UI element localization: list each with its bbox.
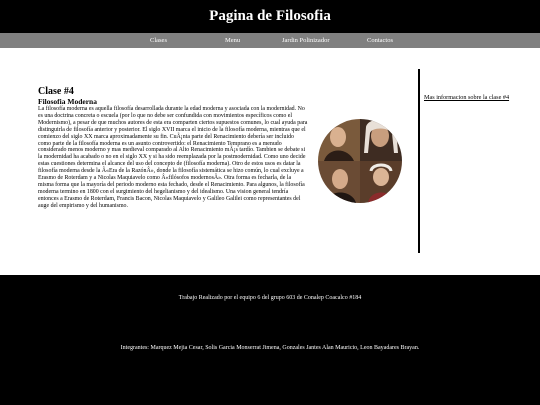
sidebar-divider [418,69,420,253]
nav-item-clases[interactable]: Clases [150,37,167,44]
article-body: La filosofía moderna es aquella filosofía desarrollada durante la edad moderna y asociada con la modernidad. No es una doctrina concreta o escuela (por lo que no debe ser confundida con movimientos específicos como el Modernismo), a pesar de que muchos autores de esta era comparten ciertos supuestos comunes, lo cual ayuda para distinguirla de filosofía anterior y posterior. El siglo XVII marca el inicio de la filosofía moderna, mientras que el comienzo del siglo XX marca aproximadamente su fin. CuÃ¡nta parte del Renacimiento debería ser incluido como parte de la filosofía moderna es un asunto controvertido: el Renacimiento Temprano es a menudo considerado menos moderno y mas medieval comparado al Alto Renacimiento mÃ¡s tardío. Tambien se debate si la modernidad ha acabado o no en el siglo XX y si ha sido reemplazada por la postmodernidad. Como uno decide estas cuestiones determina el alcance del uso del concepto de (filosofía moderna). Otro de estos usos es datar la filosofía moderna desde la Â«Era de la RazónÂ», donde la filosofía sistemática se hizo común, lo cual excluye a Erasmo de Roterdam y a Nicolas Maquiavelo como Â«filósofos modernosÂ». Otra forma es fecharla, de la misma forma que la mayoría del periodo moderno esta fechado, desde el Renacimiento. Para algunos, la filosofía moderna termino en 1800 con el surgimiento del hegelianismo y del idealismo. Una vision general tendría entonces a Erasmo de Roterdam, Francis Bacon, Nicolas Maquiavelo y Galileo Galilei como representantes del auge del empirismo y del humanismo. [38,106,308,209]
nav-bar [0,33,540,48]
footer-credit: Trabajo Realizado por el equipo 6 del grupo 603 de Conalep Coacalco #184 [178,295,362,301]
article-title: Clase #4 [38,86,74,97]
site-footer [0,275,540,405]
philosophers-image-icon [318,119,402,203]
more-info-link[interactable]: Mas informacion sobre la clase #4 [424,94,510,101]
nav-item-jardin-polinizador[interactable]: Jardin Polinizador [282,37,330,44]
philosophers-collage-image [318,119,402,203]
site-header [0,0,540,33]
footer-members: Integrantes: Marquez Mejia Cesar, Solis Garcia Monserrat Jimena, Gonzales Jantes Alan Mauricio, Leon Bayadares Brayan. [120,345,420,351]
site-title: Pagina de Filosofia [209,8,331,24]
nav-item-menu[interactable]: Menu [225,37,241,44]
article [38,86,308,210]
article-subtitle: Filosofia Moderna [38,97,97,106]
nav-item-contactos[interactable]: Contactos [367,37,393,44]
